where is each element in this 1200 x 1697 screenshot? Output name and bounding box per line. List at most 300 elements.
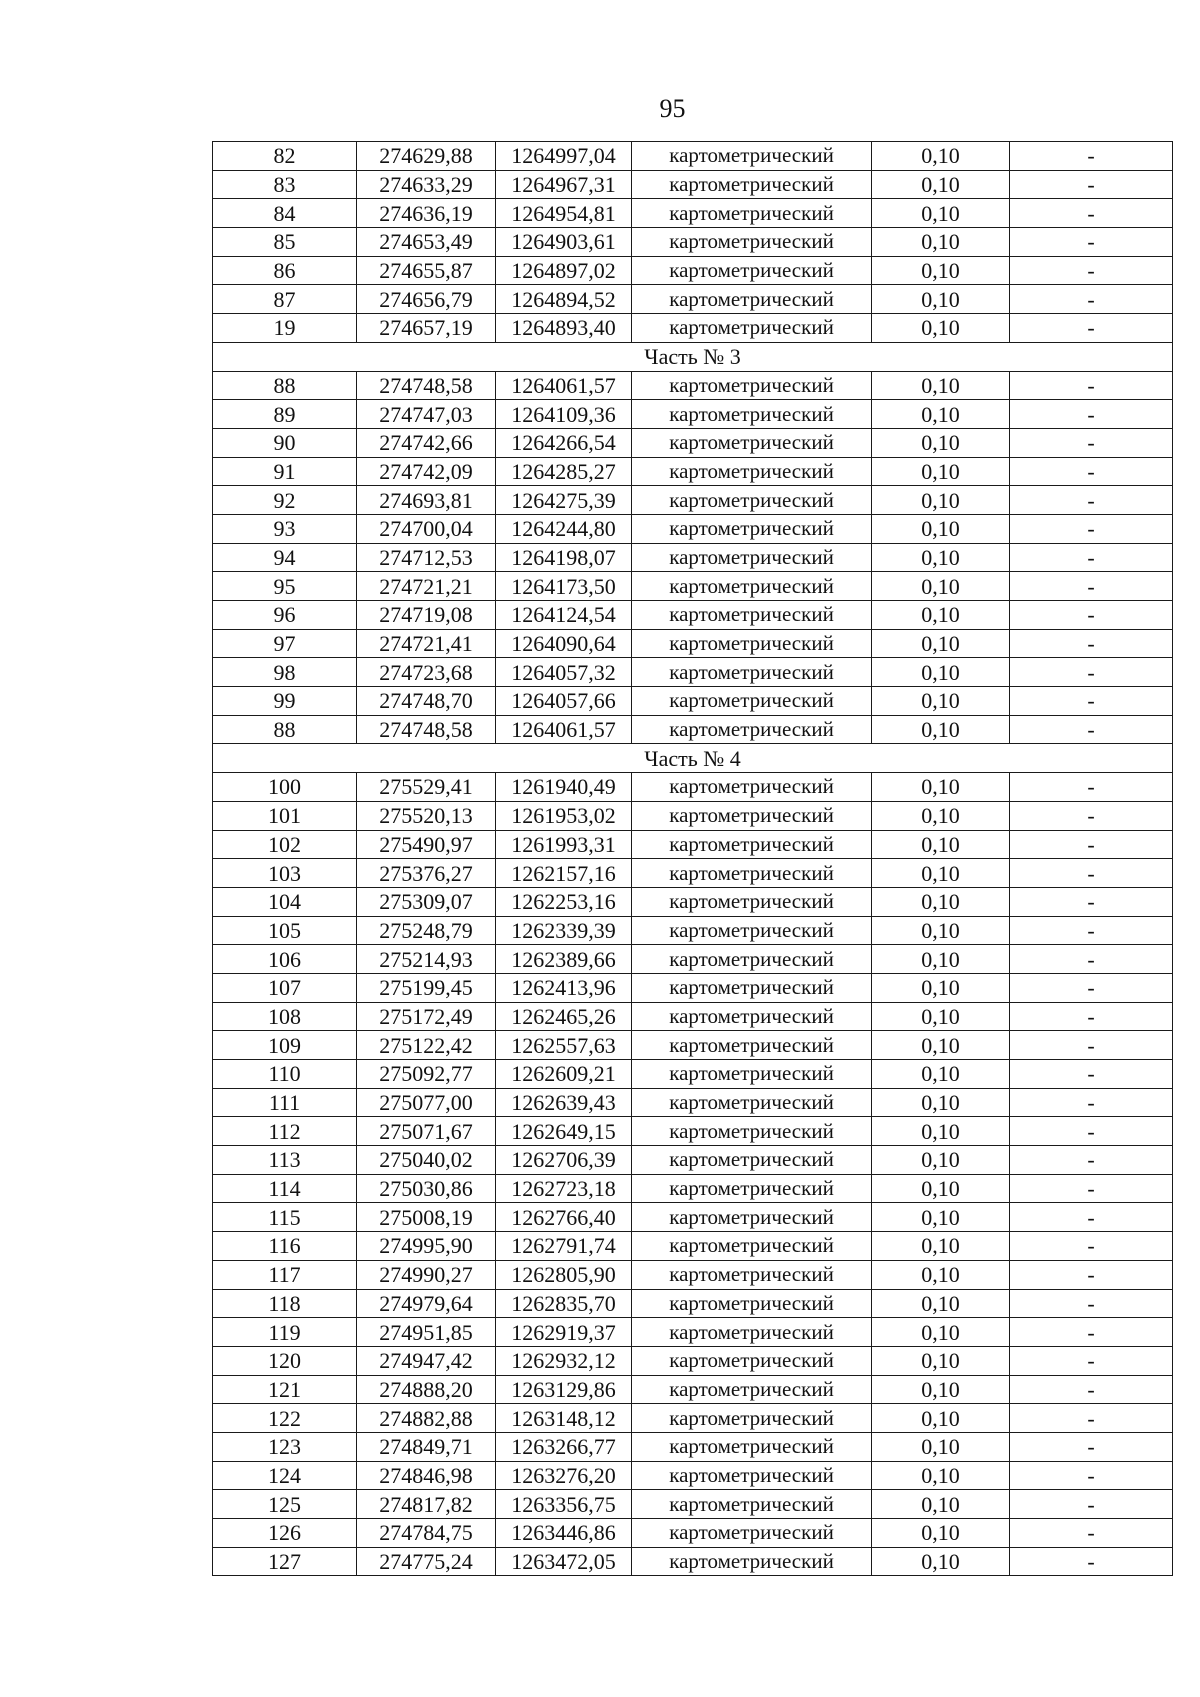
method-cell: картометрический	[632, 199, 872, 228]
table-row	[213, 256, 1173, 285]
table-row	[213, 1174, 1173, 1203]
point-number-cell: 97	[213, 629, 357, 658]
point-number-cell: 101	[213, 801, 357, 830]
x-coordinate-cell: 274947,42	[357, 1346, 496, 1375]
method-cell: картометрический	[632, 170, 872, 199]
accuracy-cell: 0,10	[872, 314, 1010, 343]
y-coordinate-cell: 1262609,21	[496, 1060, 632, 1089]
table-row	[213, 285, 1173, 314]
x-coordinate-cell: 274712,53	[357, 543, 496, 572]
description-cell: -	[1010, 715, 1173, 744]
point-number-cell: 124	[213, 1461, 357, 1490]
x-coordinate-cell: 274629,88	[357, 142, 496, 171]
accuracy-cell: 0,10	[872, 199, 1010, 228]
y-coordinate-cell: 1262649,15	[496, 1117, 632, 1146]
table-row	[213, 945, 1173, 974]
description-cell: -	[1010, 486, 1173, 515]
y-coordinate-cell: 1262253,16	[496, 887, 632, 916]
method-cell: картометрический	[632, 801, 872, 830]
accuracy-cell: 0,10	[872, 170, 1010, 199]
table-row	[213, 199, 1173, 228]
description-cell: -	[1010, 1146, 1173, 1175]
x-coordinate-cell: 275248,79	[357, 916, 496, 945]
point-number-cell: 105	[213, 916, 357, 945]
method-cell: картометрический	[632, 1432, 872, 1461]
method-cell: картометрический	[632, 658, 872, 687]
section-title: Часть № 3	[213, 342, 1173, 371]
method-cell: картометрический	[632, 773, 872, 802]
point-number-cell: 112	[213, 1117, 357, 1146]
y-coordinate-cell: 1262791,74	[496, 1232, 632, 1261]
table-row	[213, 601, 1173, 630]
accuracy-cell: 0,10	[872, 1203, 1010, 1232]
method-cell: картометрический	[632, 371, 872, 400]
table-row	[213, 1547, 1173, 1576]
y-coordinate-cell: 1264061,57	[496, 715, 632, 744]
x-coordinate-cell: 275077,00	[357, 1088, 496, 1117]
description-cell: -	[1010, 687, 1173, 716]
table-row	[213, 228, 1173, 257]
description-cell: -	[1010, 1289, 1173, 1318]
table-row	[213, 973, 1173, 1002]
point-number-cell: 95	[213, 572, 357, 601]
point-number-cell: 90	[213, 428, 357, 457]
point-number-cell: 117	[213, 1260, 357, 1289]
table-row	[213, 773, 1173, 802]
method-cell: картометрический	[632, 1404, 872, 1433]
method-cell: картометрический	[632, 1519, 872, 1548]
description-cell: -	[1010, 1002, 1173, 1031]
method-cell: картометрический	[632, 916, 872, 945]
accuracy-cell: 0,10	[872, 543, 1010, 572]
point-number-cell: 110	[213, 1060, 357, 1089]
description-cell: -	[1010, 830, 1173, 859]
page-number: 95	[659, 94, 686, 123]
accuracy-cell: 0,10	[872, 371, 1010, 400]
description-cell: -	[1010, 658, 1173, 687]
table-row	[213, 572, 1173, 601]
accuracy-cell: 0,10	[872, 486, 1010, 515]
accuracy-cell: 0,10	[872, 1260, 1010, 1289]
point-number-cell: 98	[213, 658, 357, 687]
y-coordinate-cell: 1262557,63	[496, 1031, 632, 1060]
y-coordinate-cell: 1264893,40	[496, 314, 632, 343]
accuracy-cell: 0,10	[872, 228, 1010, 257]
y-coordinate-cell: 1264275,39	[496, 486, 632, 515]
description-cell: -	[1010, 228, 1173, 257]
y-coordinate-cell: 1262805,90	[496, 1260, 632, 1289]
description-cell: -	[1010, 773, 1173, 802]
point-number-cell: 108	[213, 1002, 357, 1031]
description-cell: -	[1010, 400, 1173, 429]
point-number-cell: 126	[213, 1519, 357, 1548]
point-number-cell: 89	[213, 400, 357, 429]
point-number-cell: 83	[213, 170, 357, 199]
method-cell: картометрический	[632, 1174, 872, 1203]
method-cell: картометрический	[632, 1060, 872, 1089]
method-cell: картометрический	[632, 1031, 872, 1060]
x-coordinate-cell: 274775,24	[357, 1547, 496, 1576]
y-coordinate-cell: 1262835,70	[496, 1289, 632, 1318]
accuracy-cell: 0,10	[872, 1461, 1010, 1490]
method-cell: картометрический	[632, 687, 872, 716]
point-number-cell: 88	[213, 715, 357, 744]
method-cell: картометрический	[632, 945, 872, 974]
x-coordinate-cell: 275529,41	[357, 773, 496, 802]
section-title: Часть № 4	[213, 744, 1173, 773]
accuracy-cell: 0,10	[872, 1318, 1010, 1347]
y-coordinate-cell: 1261953,02	[496, 801, 632, 830]
table-row	[213, 1031, 1173, 1060]
y-coordinate-cell: 1263356,75	[496, 1490, 632, 1519]
x-coordinate-cell: 274748,58	[357, 371, 496, 400]
accuracy-cell: 0,10	[872, 973, 1010, 1002]
y-coordinate-cell: 1264266,54	[496, 428, 632, 457]
y-coordinate-cell: 1264997,04	[496, 142, 632, 171]
x-coordinate-cell: 274951,85	[357, 1318, 496, 1347]
x-coordinate-cell: 274742,09	[357, 457, 496, 486]
method-cell: картометрический	[632, 1490, 872, 1519]
y-coordinate-cell: 1261940,49	[496, 773, 632, 802]
table-row	[213, 314, 1173, 343]
description-cell: -	[1010, 543, 1173, 572]
section-header-row	[213, 744, 1173, 773]
table-row	[213, 371, 1173, 400]
point-number-cell: 111	[213, 1088, 357, 1117]
point-number-cell: 122	[213, 1404, 357, 1433]
point-number-cell: 125	[213, 1490, 357, 1519]
accuracy-cell: 0,10	[872, 400, 1010, 429]
table-row	[213, 1461, 1173, 1490]
description-cell: -	[1010, 1547, 1173, 1576]
table-row	[213, 859, 1173, 888]
x-coordinate-cell: 275490,97	[357, 830, 496, 859]
accuracy-cell: 0,10	[872, 572, 1010, 601]
x-coordinate-cell: 274723,68	[357, 658, 496, 687]
table-row	[213, 1490, 1173, 1519]
table-row	[213, 629, 1173, 658]
point-number-cell: 107	[213, 973, 357, 1002]
method-cell: картометрический	[632, 256, 872, 285]
description-cell: -	[1010, 199, 1173, 228]
point-number-cell: 104	[213, 887, 357, 916]
x-coordinate-cell: 275309,07	[357, 887, 496, 916]
table-row	[213, 1432, 1173, 1461]
y-coordinate-cell: 1264198,07	[496, 543, 632, 572]
point-number-cell: 109	[213, 1031, 357, 1060]
y-coordinate-cell: 1264124,54	[496, 601, 632, 630]
y-coordinate-cell: 1264061,57	[496, 371, 632, 400]
description-cell: -	[1010, 1031, 1173, 1060]
coordinates-table	[212, 141, 1173, 1576]
point-number-cell: 100	[213, 773, 357, 802]
method-cell: картометрический	[632, 1232, 872, 1261]
accuracy-cell: 0,10	[872, 1490, 1010, 1519]
description-cell: -	[1010, 572, 1173, 601]
table-row	[213, 830, 1173, 859]
x-coordinate-cell: 274655,87	[357, 256, 496, 285]
point-number-cell: 119	[213, 1318, 357, 1347]
accuracy-cell: 0,10	[872, 142, 1010, 171]
point-number-cell: 92	[213, 486, 357, 515]
description-cell: -	[1010, 1404, 1173, 1433]
accuracy-cell: 0,10	[872, 428, 1010, 457]
accuracy-cell: 0,10	[872, 687, 1010, 716]
accuracy-cell: 0,10	[872, 945, 1010, 974]
description-cell: -	[1010, 514, 1173, 543]
x-coordinate-cell: 274693,81	[357, 486, 496, 515]
point-number-cell: 19	[213, 314, 357, 343]
x-coordinate-cell: 274747,03	[357, 400, 496, 429]
x-coordinate-cell: 274817,82	[357, 1490, 496, 1519]
table-row	[213, 1146, 1173, 1175]
point-number-cell: 88	[213, 371, 357, 400]
y-coordinate-cell: 1262339,39	[496, 916, 632, 945]
coordinates-table-container	[212, 141, 1172, 1576]
description-cell: -	[1010, 1203, 1173, 1232]
accuracy-cell: 0,10	[872, 1088, 1010, 1117]
y-coordinate-cell: 1262157,16	[496, 859, 632, 888]
method-cell: картометрический	[632, 1146, 872, 1175]
method-cell: картометрический	[632, 601, 872, 630]
table-row	[213, 916, 1173, 945]
x-coordinate-cell: 274700,04	[357, 514, 496, 543]
x-coordinate-cell: 275008,19	[357, 1203, 496, 1232]
method-cell: картометрический	[632, 629, 872, 658]
accuracy-cell: 0,10	[872, 1547, 1010, 1576]
x-coordinate-cell: 275172,49	[357, 1002, 496, 1031]
method-cell: картометрический	[632, 486, 872, 515]
x-coordinate-cell: 275071,67	[357, 1117, 496, 1146]
description-cell: -	[1010, 1490, 1173, 1519]
method-cell: картометрический	[632, 142, 872, 171]
description-cell: -	[1010, 973, 1173, 1002]
table-row	[213, 1203, 1173, 1232]
accuracy-cell: 0,10	[872, 1519, 1010, 1548]
x-coordinate-cell: 274742,66	[357, 428, 496, 457]
point-number-cell: 96	[213, 601, 357, 630]
description-cell: -	[1010, 916, 1173, 945]
y-coordinate-cell: 1264057,32	[496, 658, 632, 687]
table-row	[213, 1318, 1173, 1347]
table-row	[213, 687, 1173, 716]
method-cell: картометрический	[632, 400, 872, 429]
point-number-cell: 123	[213, 1432, 357, 1461]
point-number-cell: 106	[213, 945, 357, 974]
point-number-cell: 102	[213, 830, 357, 859]
table-row	[213, 428, 1173, 457]
y-coordinate-cell: 1263148,12	[496, 1404, 632, 1433]
table-row	[213, 514, 1173, 543]
description-cell: -	[1010, 887, 1173, 916]
method-cell: картометрический	[632, 715, 872, 744]
x-coordinate-cell: 275040,02	[357, 1146, 496, 1175]
accuracy-cell: 0,10	[872, 1031, 1010, 1060]
method-cell: картометрический	[632, 973, 872, 1002]
method-cell: картометрический	[632, 1461, 872, 1490]
description-cell: -	[1010, 1519, 1173, 1548]
method-cell: картометрический	[632, 1002, 872, 1031]
y-coordinate-cell: 1262932,12	[496, 1346, 632, 1375]
x-coordinate-cell: 274995,90	[357, 1232, 496, 1261]
accuracy-cell: 0,10	[872, 916, 1010, 945]
description-cell: -	[1010, 1318, 1173, 1347]
accuracy-cell: 0,10	[872, 1174, 1010, 1203]
x-coordinate-cell: 275199,45	[357, 973, 496, 1002]
x-coordinate-cell: 275122,42	[357, 1031, 496, 1060]
method-cell: картометрический	[632, 514, 872, 543]
point-number-cell: 82	[213, 142, 357, 171]
description-cell: -	[1010, 1174, 1173, 1203]
x-coordinate-cell: 274633,29	[357, 170, 496, 199]
y-coordinate-cell: 1264057,66	[496, 687, 632, 716]
accuracy-cell: 0,10	[872, 629, 1010, 658]
accuracy-cell: 0,10	[872, 1404, 1010, 1433]
x-coordinate-cell: 274882,88	[357, 1404, 496, 1433]
accuracy-cell: 0,10	[872, 256, 1010, 285]
accuracy-cell: 0,10	[872, 1346, 1010, 1375]
table-row	[213, 715, 1173, 744]
description-cell: -	[1010, 1060, 1173, 1089]
accuracy-cell: 0,10	[872, 658, 1010, 687]
x-coordinate-cell: 274846,98	[357, 1461, 496, 1490]
table-row	[213, 887, 1173, 916]
accuracy-cell: 0,10	[872, 601, 1010, 630]
description-cell: -	[1010, 1375, 1173, 1404]
accuracy-cell: 0,10	[872, 830, 1010, 859]
description-cell: -	[1010, 170, 1173, 199]
accuracy-cell: 0,10	[872, 887, 1010, 916]
accuracy-cell: 0,10	[872, 1117, 1010, 1146]
x-coordinate-cell: 274748,70	[357, 687, 496, 716]
accuracy-cell: 0,10	[872, 1289, 1010, 1318]
description-cell: -	[1010, 1260, 1173, 1289]
x-coordinate-cell: 274979,64	[357, 1289, 496, 1318]
x-coordinate-cell: 274990,27	[357, 1260, 496, 1289]
description-cell: -	[1010, 1461, 1173, 1490]
x-coordinate-cell: 275092,77	[357, 1060, 496, 1089]
point-number-cell: 94	[213, 543, 357, 572]
point-number-cell: 116	[213, 1232, 357, 1261]
method-cell: картометрический	[632, 1117, 872, 1146]
description-cell: -	[1010, 314, 1173, 343]
table-row	[213, 486, 1173, 515]
x-coordinate-cell: 274721,41	[357, 629, 496, 658]
table-row	[213, 1088, 1173, 1117]
description-cell: -	[1010, 1232, 1173, 1261]
point-number-cell: 86	[213, 256, 357, 285]
table-row	[213, 170, 1173, 199]
method-cell: картометрический	[632, 1346, 872, 1375]
x-coordinate-cell: 275376,27	[357, 859, 496, 888]
point-number-cell: 103	[213, 859, 357, 888]
accuracy-cell: 0,10	[872, 801, 1010, 830]
section-header-row	[213, 342, 1173, 371]
description-cell: -	[1010, 945, 1173, 974]
y-coordinate-cell: 1264090,64	[496, 629, 632, 658]
description-cell: -	[1010, 801, 1173, 830]
method-cell: картометрический	[632, 1203, 872, 1232]
method-cell: картометрический	[632, 543, 872, 572]
method-cell: картометрический	[632, 887, 872, 916]
accuracy-cell: 0,10	[872, 457, 1010, 486]
y-coordinate-cell: 1263129,86	[496, 1375, 632, 1404]
accuracy-cell: 0,10	[872, 859, 1010, 888]
accuracy-cell: 0,10	[872, 1060, 1010, 1089]
x-coordinate-cell: 274653,49	[357, 228, 496, 257]
y-coordinate-cell: 1264897,02	[496, 256, 632, 285]
y-coordinate-cell: 1262413,96	[496, 973, 632, 1002]
point-number-cell: 113	[213, 1146, 357, 1175]
table-row	[213, 1346, 1173, 1375]
y-coordinate-cell: 1262465,26	[496, 1002, 632, 1031]
method-cell: картометрический	[632, 457, 872, 486]
accuracy-cell: 0,10	[872, 1432, 1010, 1461]
point-number-cell: 118	[213, 1289, 357, 1318]
y-coordinate-cell: 1264244,80	[496, 514, 632, 543]
y-coordinate-cell: 1264903,61	[496, 228, 632, 257]
method-cell: картометрический	[632, 572, 872, 601]
x-coordinate-cell: 274657,19	[357, 314, 496, 343]
description-cell: -	[1010, 1117, 1173, 1146]
x-coordinate-cell: 274888,20	[357, 1375, 496, 1404]
x-coordinate-cell: 274784,75	[357, 1519, 496, 1548]
x-coordinate-cell: 275520,13	[357, 801, 496, 830]
table-row	[213, 1117, 1173, 1146]
description-cell: -	[1010, 1432, 1173, 1461]
x-coordinate-cell: 274636,19	[357, 199, 496, 228]
accuracy-cell: 0,10	[872, 514, 1010, 543]
method-cell: картометрический	[632, 1260, 872, 1289]
table-row	[213, 658, 1173, 687]
y-coordinate-cell: 1262723,18	[496, 1174, 632, 1203]
method-cell: картометрический	[632, 1289, 872, 1318]
method-cell: картометрический	[632, 1547, 872, 1576]
description-cell: -	[1010, 256, 1173, 285]
x-coordinate-cell: 274849,71	[357, 1432, 496, 1461]
method-cell: картометрический	[632, 314, 872, 343]
method-cell: картометрический	[632, 859, 872, 888]
y-coordinate-cell: 1262639,43	[496, 1088, 632, 1117]
y-coordinate-cell: 1264954,81	[496, 199, 632, 228]
table-row	[213, 1002, 1173, 1031]
table-row	[213, 543, 1173, 572]
table-row	[213, 1260, 1173, 1289]
table-row	[213, 1375, 1173, 1404]
point-number-cell: 120	[213, 1346, 357, 1375]
y-coordinate-cell: 1264285,27	[496, 457, 632, 486]
x-coordinate-cell: 275030,86	[357, 1174, 496, 1203]
table-row	[213, 1232, 1173, 1261]
method-cell: картометрический	[632, 228, 872, 257]
x-coordinate-cell: 274656,79	[357, 285, 496, 314]
point-number-cell: 114	[213, 1174, 357, 1203]
accuracy-cell: 0,10	[872, 1002, 1010, 1031]
y-coordinate-cell: 1263472,05	[496, 1547, 632, 1576]
accuracy-cell: 0,10	[872, 1232, 1010, 1261]
table-row	[213, 1404, 1173, 1433]
y-coordinate-cell: 1263446,86	[496, 1519, 632, 1548]
x-coordinate-cell: 274719,08	[357, 601, 496, 630]
y-coordinate-cell: 1263266,77	[496, 1432, 632, 1461]
point-number-cell: 84	[213, 199, 357, 228]
table-row	[213, 457, 1173, 486]
table-row	[213, 400, 1173, 429]
x-coordinate-cell: 274721,21	[357, 572, 496, 601]
y-coordinate-cell: 1261993,31	[496, 830, 632, 859]
y-coordinate-cell: 1262389,66	[496, 945, 632, 974]
point-number-cell: 85	[213, 228, 357, 257]
